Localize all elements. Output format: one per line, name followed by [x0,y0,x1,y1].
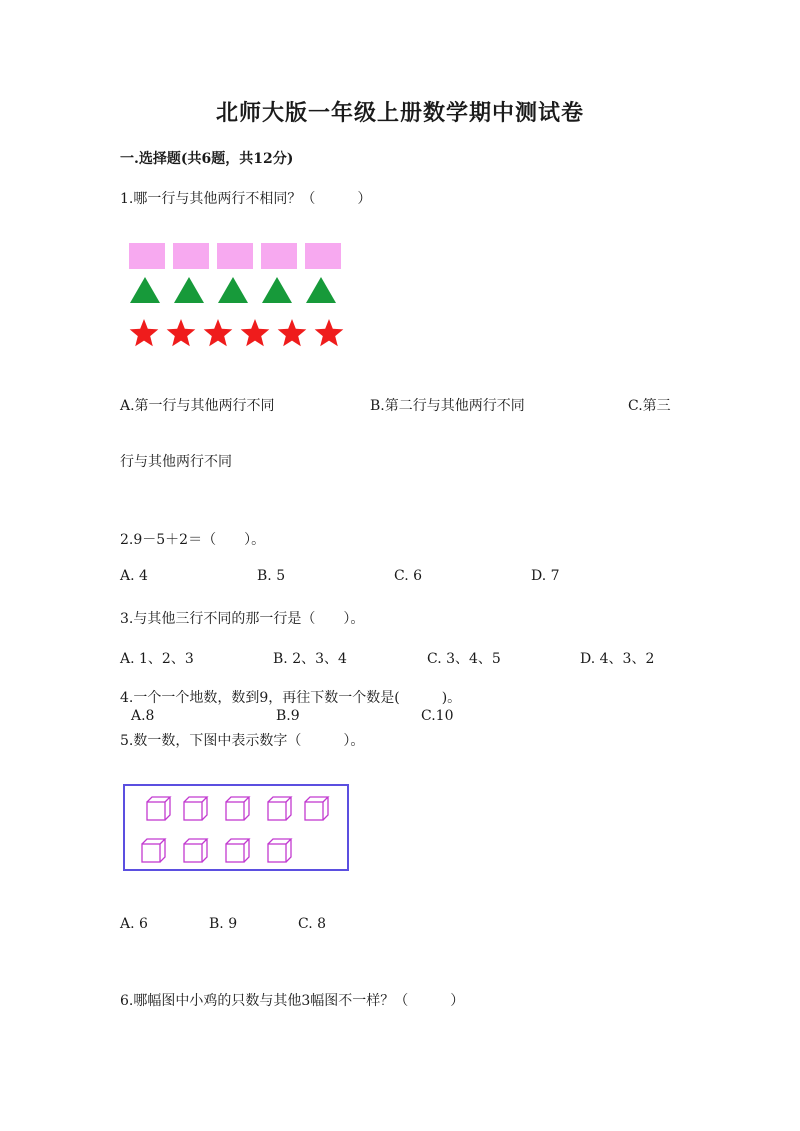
cube-icon [268,839,291,862]
pink-rectangle [129,243,165,269]
question-3-stem: 3.与其他三行不同的那一行是（ ）。 [120,611,365,627]
green-triangle [218,277,248,303]
pink-rectangle [217,243,253,269]
shape-row-triangles [130,277,336,303]
question-3-option-c[interactable]: C. 3、4、5 [427,651,501,667]
question-5-figure [123,784,349,871]
green-triangle [262,277,292,303]
question-3-option-b[interactable]: B. 2、3、4 [273,651,347,667]
question-5-option-a[interactable]: A. 6 [120,916,148,932]
question-1-option-b[interactable]: B.第二行与其他两行不同 [370,398,525,414]
question-1-option-c[interactable]: C.第三 [628,398,671,414]
cube-icon [147,797,170,820]
figure-frame [124,785,348,870]
green-triangle [130,277,160,303]
red-star [204,319,233,346]
pink-rectangle [173,243,209,269]
cube-icon [226,797,249,820]
pink-rectangle [305,243,341,269]
question-1-option-c-continuation: 行与其他两行不同 [120,454,232,470]
red-star [130,319,159,346]
cube-icon [226,839,249,862]
question-4-option-b[interactable]: B.9 [276,708,300,724]
cube-icon [142,839,165,862]
pink-rectangle [261,243,297,269]
question-3-option-d[interactable]: D. 4、3、2 [580,651,655,667]
question-5-option-c[interactable]: C. 8 [298,916,327,932]
cube-icon [268,797,291,820]
red-star [241,319,270,346]
question-5-option-b[interactable]: B. 9 [209,916,238,932]
question-1-stem: 1.哪一行与其他两行不相同？（ ） [120,191,372,207]
question-3-option-a[interactable]: A. 1、2、3 [120,651,194,667]
question-2-option-c[interactable]: C. 6 [394,568,423,584]
red-star [167,319,196,346]
question-2-stem: 2.9－5＋2＝（ ）。 [120,532,266,548]
green-triangle [174,277,204,303]
question-2-option-a[interactable]: A. 4 [120,568,148,584]
question-2-option-b[interactable]: B. 5 [257,568,286,584]
question-5-stem: 5.数一数，下图中表示数字（ ）。 [120,733,365,749]
question-4-stem: 4.一个一个地数，数到9，再往下数一个数是( )。 [120,690,462,706]
section-heading: 一.选择题(共6题，共12分) [120,151,294,167]
cube-icon [184,839,207,862]
green-triangle [306,277,336,303]
question-1-option-a[interactable]: A.第一行与其他两行不同 [120,398,275,414]
red-star [278,319,307,346]
cube-icon [184,797,207,820]
cube-icon [305,797,328,820]
shape-row-rectangles [129,243,341,269]
red-star [315,319,344,346]
page-title: 北师大版一年级上册数学期中测试卷 [215,100,584,126]
question-4-option-c[interactable]: C.10 [421,708,454,724]
question-6-stem: 6.哪幅图中小鸡的只数与其他3幅图不一样？（ ） [120,993,465,1009]
question-2-option-d[interactable]: D. 7 [531,568,560,584]
question-1-figure [126,240,348,352]
shape-row-stars [130,319,344,346]
question-4-option-a[interactable]: A.8 [131,708,155,724]
